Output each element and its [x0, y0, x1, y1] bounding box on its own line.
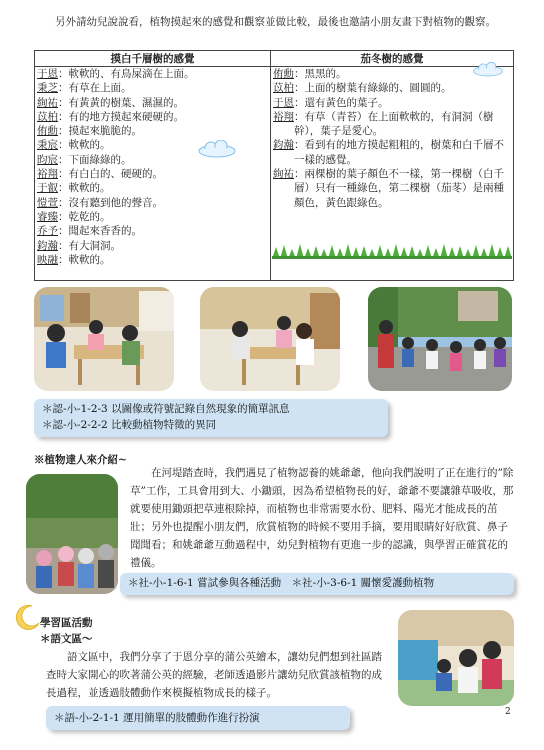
- observation-text: ：還有黃色的葉子。: [294, 96, 389, 109]
- child-name: 裕翔: [273, 110, 294, 123]
- observation-row: [35, 110, 270, 124]
- left-column-cell: [35, 67, 271, 281]
- observation-text: ：有白白的、硬硬的。: [58, 168, 163, 181]
- moon-decoration-icon: [14, 603, 42, 631]
- section-title-plant-expert: ※植物達人來介紹~: [34, 454, 127, 466]
- learning-goal: ＊認-小-2-2-2 比較動植物特徵的異同: [42, 419, 217, 431]
- child-name: 苡柏: [273, 82, 294, 95]
- observation-text: ：軟軟的、有鳥屎滴在上面。: [58, 68, 195, 80]
- observation-text: ：有草（青苔）在上面軟軟的，有洞洞（樹幹），葉子是愛心。: [294, 110, 494, 138]
- plant-expert-paragraph: 在河堤踏查時，我們遇見了植物認養的姚爺爺，他向我們說明了正在進行的”除草”工作，工具會用到大、小鋤頭，因為希望植物長的好，爺爺不要讓雜草吸收，那就要使用鋤頭把草連根除掉，而植物也非常需要水份、肥料、陽光才能成長的茁壯；另外也提醒小朋友們，欣賞植物的時候不要用手摘，要用眼睛好好欣賞、鼻子聞聞看；和姚爺爺互動過程中，幼兒對植物有更進一步的認識，與學習正確賞花的禮儀。: [130, 467, 514, 569]
- observation-row: [271, 167, 513, 210]
- child-name: 于恩: [37, 68, 58, 80]
- observation-row: [35, 253, 270, 267]
- observation-text: ：有黃黃的樹葉、濕濕的。: [58, 96, 184, 109]
- page-number: 2: [505, 707, 511, 717]
- classroom-photo: [200, 287, 340, 391]
- classroom-photo: [34, 287, 174, 391]
- child-name: 裕翔: [37, 168, 58, 181]
- child-name: 鈞瀚: [37, 239, 58, 252]
- observation-row: [271, 138, 513, 167]
- grass-decoration-icon: [272, 243, 512, 259]
- observation-text: ：有的地方摸起來硬硬的。: [58, 110, 184, 123]
- intro-paragraph: 另外請幼兒說說看，植物摸起來的感覺和觀察並做比較，最後也邀請小朋友畫下對植物的觀察。: [55, 16, 496, 28]
- observation-row: [271, 81, 513, 95]
- child-name: 映融: [37, 253, 58, 266]
- observation-row: [35, 124, 270, 138]
- observation-row: [35, 239, 270, 253]
- observation-row: [35, 167, 270, 181]
- right-column-header: 茄冬樹的感覺: [271, 51, 514, 67]
- learning-goal: ＊社-小-1-6-1 嘗試參與各種活動 ＊社-小-3-6-1 關懷愛護動植物: [128, 577, 435, 589]
- classroom-photo: [398, 610, 514, 706]
- observation-text: ：上面的樹葉有綠綠的、圓圓的。: [294, 82, 452, 95]
- observation-text: ：黑黑的。: [294, 68, 347, 80]
- child-name: 侑勳: [37, 125, 58, 138]
- observation-text: ：看到有的地方摸起粗粗的，樹葉和白千層不一樣的感覺。: [294, 139, 504, 166]
- child-name: 秉宸: [37, 139, 58, 152]
- observation-row: [35, 96, 270, 110]
- observation-text: ：軟軟的。: [58, 182, 111, 195]
- observation-row: [35, 67, 270, 81]
- observation-row: [271, 96, 513, 110]
- observation-row: [35, 210, 270, 224]
- cloud-decoration-icon: [197, 140, 237, 158]
- learning-goals-box: [34, 399, 388, 437]
- child-name: 絢祐: [37, 96, 58, 109]
- child-name: 睿臻: [37, 210, 58, 223]
- child-name: 侑勳: [273, 68, 294, 80]
- observation-text: ：沒有聽到他的聲音。: [58, 196, 163, 209]
- observation-row: [271, 110, 513, 139]
- learning-goal: ＊認-小-1-2-3 以圖像或符號記錄自然現象的簡單訊息: [42, 403, 290, 415]
- child-name: 苡柏: [37, 110, 58, 123]
- observation-text: ：軟軟的。: [58, 139, 111, 152]
- observation-row: [35, 81, 270, 95]
- observation-text: ：有草在上面。: [58, 82, 132, 95]
- outdoor-photo: [368, 287, 512, 391]
- observation-text: ：摸起來脆脆的。: [58, 125, 142, 138]
- observation-text: ：下面綠綠的。: [58, 153, 132, 166]
- observation-text: ：兩棵樹的葉子顏色不一樣，第一棵樹（白千層）只有一種綠色，第二棵樹（茄苳）是兩種顏色，黃色跟綠色。: [294, 168, 504, 209]
- child-name: 于恩: [273, 96, 294, 109]
- child-name: 乔予: [37, 225, 58, 238]
- child-name: 昀宸: [37, 153, 58, 166]
- language-area-paragraph: 語文區中，我們分享了于恩分享的蒲公英繪本，讓幼兒們想到社區踏查時大家開心的吹著蒲公英的經驗，老師透過影片讓幼兒欣賞該植物的成長過程，並透過肢體動作來模擬植物成長的樣子。: [46, 651, 382, 699]
- observation-text: ：乾乾的。: [58, 210, 111, 223]
- learning-goals-box: [120, 573, 514, 595]
- section-title-language-area: ＊語文區～: [40, 633, 93, 645]
- learning-goal: ＊語-小-2-1-1 運用簡單的肢體動作進行扮演: [54, 712, 260, 724]
- observation-text: ：聞起來香香的。: [58, 225, 142, 238]
- observation-text: ：有大洞洞。: [58, 239, 121, 252]
- left-row-list: [35, 67, 270, 267]
- observation-text: ：軟軟的。: [58, 253, 111, 266]
- learning-goals-box: [46, 706, 350, 730]
- left-column-header: 摸白千層樹的感覺: [35, 51, 271, 67]
- section-title-learning-area: 學習區活動: [40, 617, 93, 629]
- right-row-list: [271, 67, 513, 210]
- child-name: 鈞瀚: [273, 139, 294, 152]
- observation-row: [35, 181, 270, 195]
- child-name: 秉芝: [37, 82, 58, 95]
- outdoor-photo: [26, 474, 118, 594]
- observation-row: [35, 196, 270, 210]
- cloud-decoration-icon: [472, 62, 504, 77]
- child-name: 于叡: [37, 182, 58, 195]
- child-name: 絢祐: [273, 168, 294, 181]
- observation-row: [35, 224, 270, 238]
- child-name: 愷萱: [37, 196, 58, 209]
